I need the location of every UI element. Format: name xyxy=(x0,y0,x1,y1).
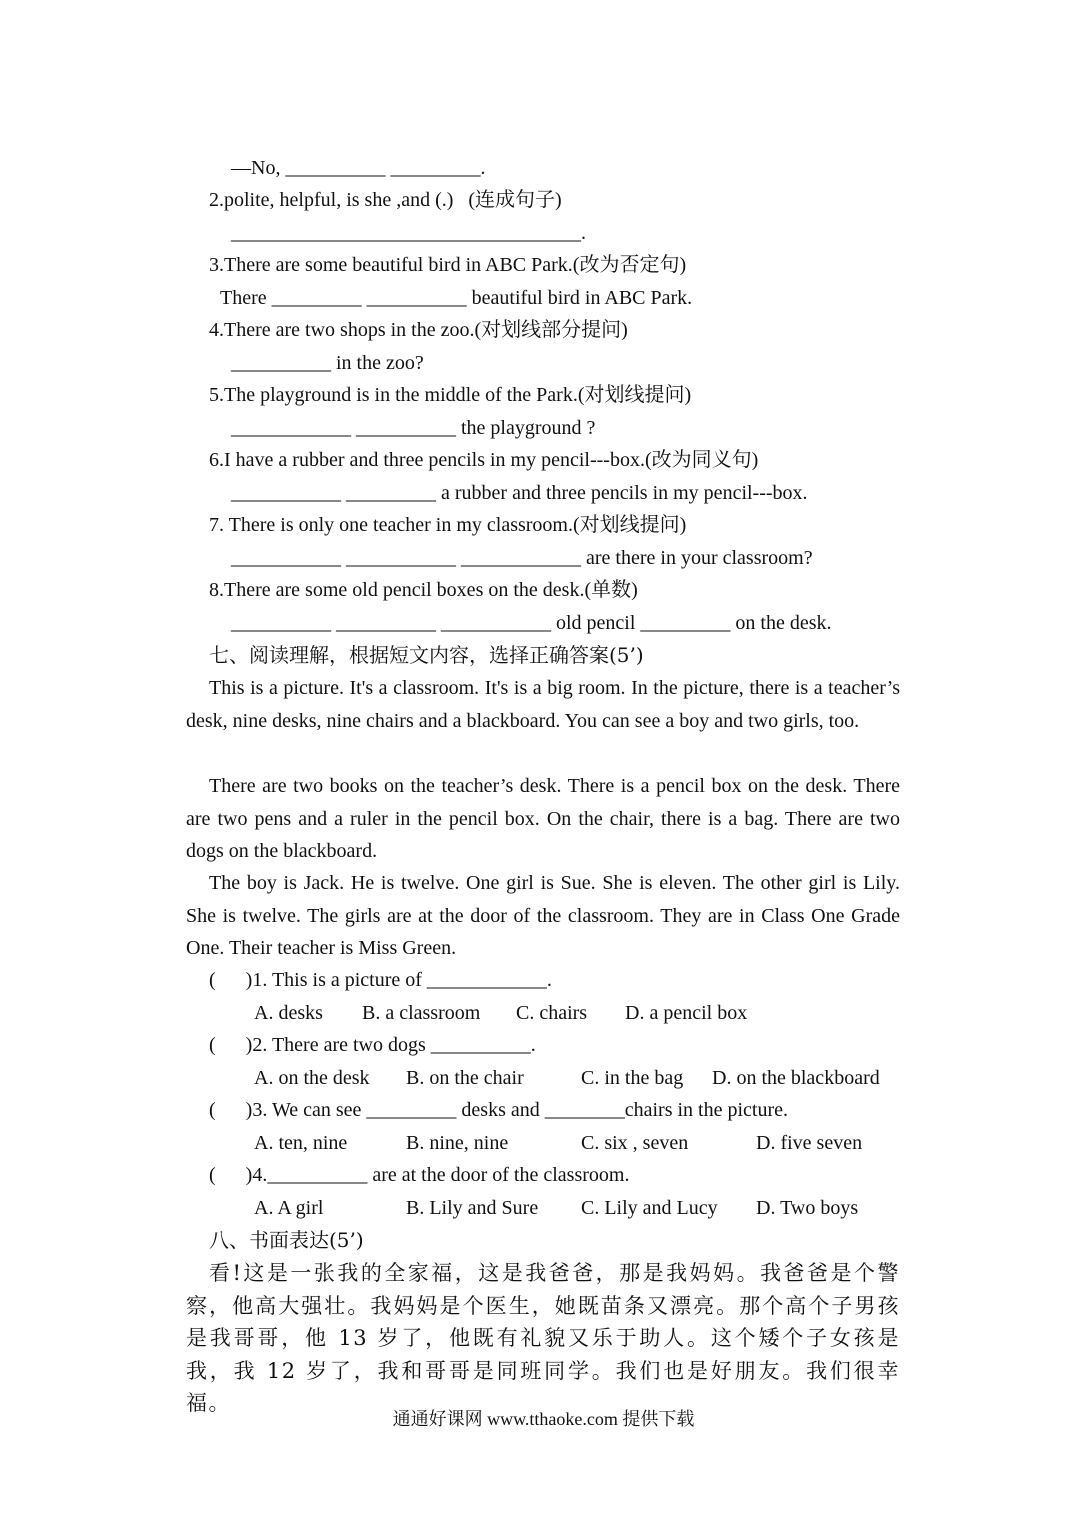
option-1c: C. chairs xyxy=(516,1002,588,1024)
answer-line-4: __________ in the zoo? xyxy=(231,352,424,374)
answer-line-5: ____________ __________ the playground ? xyxy=(231,417,596,439)
question-3: 3.There are some beautiful bird in ABC Park.(改为否定句) xyxy=(209,254,687,276)
question-6: 6.I have a rubber and three pencils in my pencil---box.(改为同义句) xyxy=(209,449,759,471)
reading-question-2: ( )2. There are two dogs __________. xyxy=(209,1034,536,1056)
option-2c: C. in the bag xyxy=(581,1067,684,1089)
reading-question-3: ( )3. We can see _________ desks and ________chairs in the picture. xyxy=(209,1099,788,1121)
option-3b: B. nine, nine xyxy=(406,1132,509,1154)
question-2: 2.polite, helpful, is she ,and (.) (连成句子) xyxy=(209,189,562,211)
question-8: 8.There are some old pencil boxes on the desk.(单数) xyxy=(209,579,638,601)
option-4b: B. Lily and Sure xyxy=(406,1197,539,1219)
answer-line-8: __________ __________ ___________ old pencil _________ on the desk. xyxy=(231,612,832,634)
answer-line-7: ___________ ___________ ____________ are there in your classroom? xyxy=(231,547,813,569)
question-7: 7. There is only one teacher in my classroom.(对划线提问) xyxy=(209,514,687,536)
option-2a: A. on the desk xyxy=(254,1067,370,1089)
question-5: 5.The playground is in the middle of the Park.(对划线提问) xyxy=(209,384,692,406)
passage-paragraph-3: The boy is Jack. He is twelve. One girl is Sue. She is eleven. The other girl is Lily. She is twelve. The girls are at the door of the classroom. They are in Class One Grade One. Their teacher is Miss Green. xyxy=(186,872,900,959)
option-4c: C. Lily and Lucy xyxy=(581,1197,718,1219)
option-3c: C. six , seven xyxy=(581,1132,689,1154)
option-3a: A. ten, nine xyxy=(254,1132,348,1154)
answer-line-3: There _________ __________ beautiful bird in ABC Park. xyxy=(220,287,693,309)
passage-paragraph-1: This is a picture. It's a classroom. It's is a big room. In the picture, there is a teacher’s desk, nine desks, nine chairs and a blackboard. You can see a boy and two girls, too. xyxy=(186,677,900,732)
writing-prompt: 看!这是一张我的全家福，这是我爸爸，那是我妈妈。我爸爸是个警察，他高大强壮。我妈妈是个医生，她既苗条又漂亮。那个高个子男孩是我哥哥，他 13 岁了，他既有礼貌又乐于助人。这个矮个子女孩是我，我 12 岁了，我和哥哥是同班同学。我们也是好朋友。我们很幸福。 xyxy=(186,1261,900,1415)
answer-line-1: —No, __________ _________. xyxy=(231,157,486,179)
page-footer: 通通好课网 www.tthaoke.com 提供下载 xyxy=(392,1409,695,1429)
option-2b: B. on the chair xyxy=(406,1067,524,1089)
answer-line-6: ___________ _________ a rubber and three pencils in my pencil---box. xyxy=(231,482,808,504)
option-4a: A. A girl xyxy=(254,1197,324,1219)
section7-heading: 七、阅读理解，根据短文内容，选择正确答案(5’) xyxy=(209,643,644,667)
option-3d: D. five seven xyxy=(756,1132,863,1154)
section8-heading: 八、书面表达(5’) xyxy=(209,1228,364,1252)
option-2d: D. on the blackboard xyxy=(712,1067,880,1089)
question-4: 4.There are two shops in the zoo.(对划线部分提问) xyxy=(209,319,628,341)
option-4d: D. Two boys xyxy=(756,1197,859,1219)
passage-paragraph-2: There are two books on the teacher’s desk. There is a pencil box on the desk. There are two pens and a ruler in the pencil box. On the chair, there is a bag. There are two dogs on the blackboard. xyxy=(186,775,900,862)
reading-question-1: ( )1. This is a picture of ____________. xyxy=(209,969,552,991)
answer-line-2: ___________________________________. xyxy=(231,222,586,244)
reading-question-4: ( )4.__________ are at the door of the classroom. xyxy=(209,1164,630,1186)
option-1b: B. a classroom xyxy=(362,1002,481,1024)
option-1a: A. desks xyxy=(254,1002,323,1024)
option-1d: D. a pencil box xyxy=(625,1002,748,1024)
